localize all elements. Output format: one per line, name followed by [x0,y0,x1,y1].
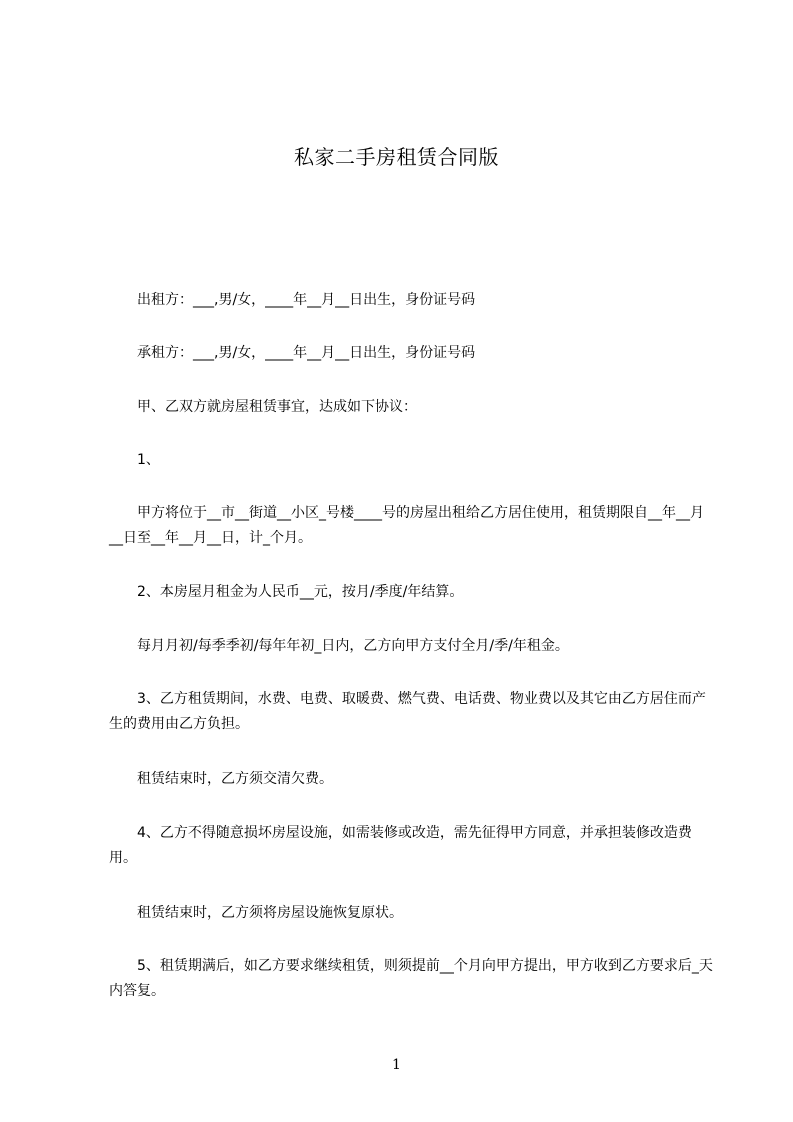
lessee-info: 承租方：___,男/女，____年__月__日出生，身份证号码 [137,345,476,361]
clause-4-restoration: 租赁结束时，乙方须将房屋设施恢复原状。 [137,905,403,921]
clause-1-text: 甲方将位于__市__街道__小区_号楼____号的房屋出租给乙方居住使用，租赁期限自__年__月__日至__年__月__日，计_个月。 [109,505,704,546]
document-title: 私家二手房租赁合同版 [294,145,499,169]
agreement-intro: 甲、乙双方就房屋租赁事宜，达成如下协议： [137,399,417,415]
lessor-info: 出租方：___,男/女，____年__月__日出生，身份证号码 [137,292,476,308]
page-number: 1 [392,1057,401,1073]
clause-3-text: 3、乙方租赁期间，水费、电费、取暖费、燃气费、电话费、物业费以及其它由乙方居住而产生的费用由乙方负担。 [109,691,706,732]
clause-2-text: 2、本房屋月租金为人民币__元，按月/季度/年结算。 [137,584,464,600]
clause-4-text: 4、乙方不得随意损坏房屋设施，如需装修或改造，需先征得甲方同意，并承担装修改造费用。 [109,825,692,866]
clause-2-payment: 每月月初/每季季初/每年年初_日内，乙方向甲方支付全月/季/年租金。 [137,638,569,654]
clause-1-number: 1、 [137,452,160,468]
clause-5-text: 5、租赁期满后，如乙方要求继续租赁，则须提前__个月向甲方提出，甲方收到乙方要求后_天内答复。 [109,958,713,999]
clause-3-settlement: 租赁结束时，乙方须交清欠费。 [137,771,333,787]
